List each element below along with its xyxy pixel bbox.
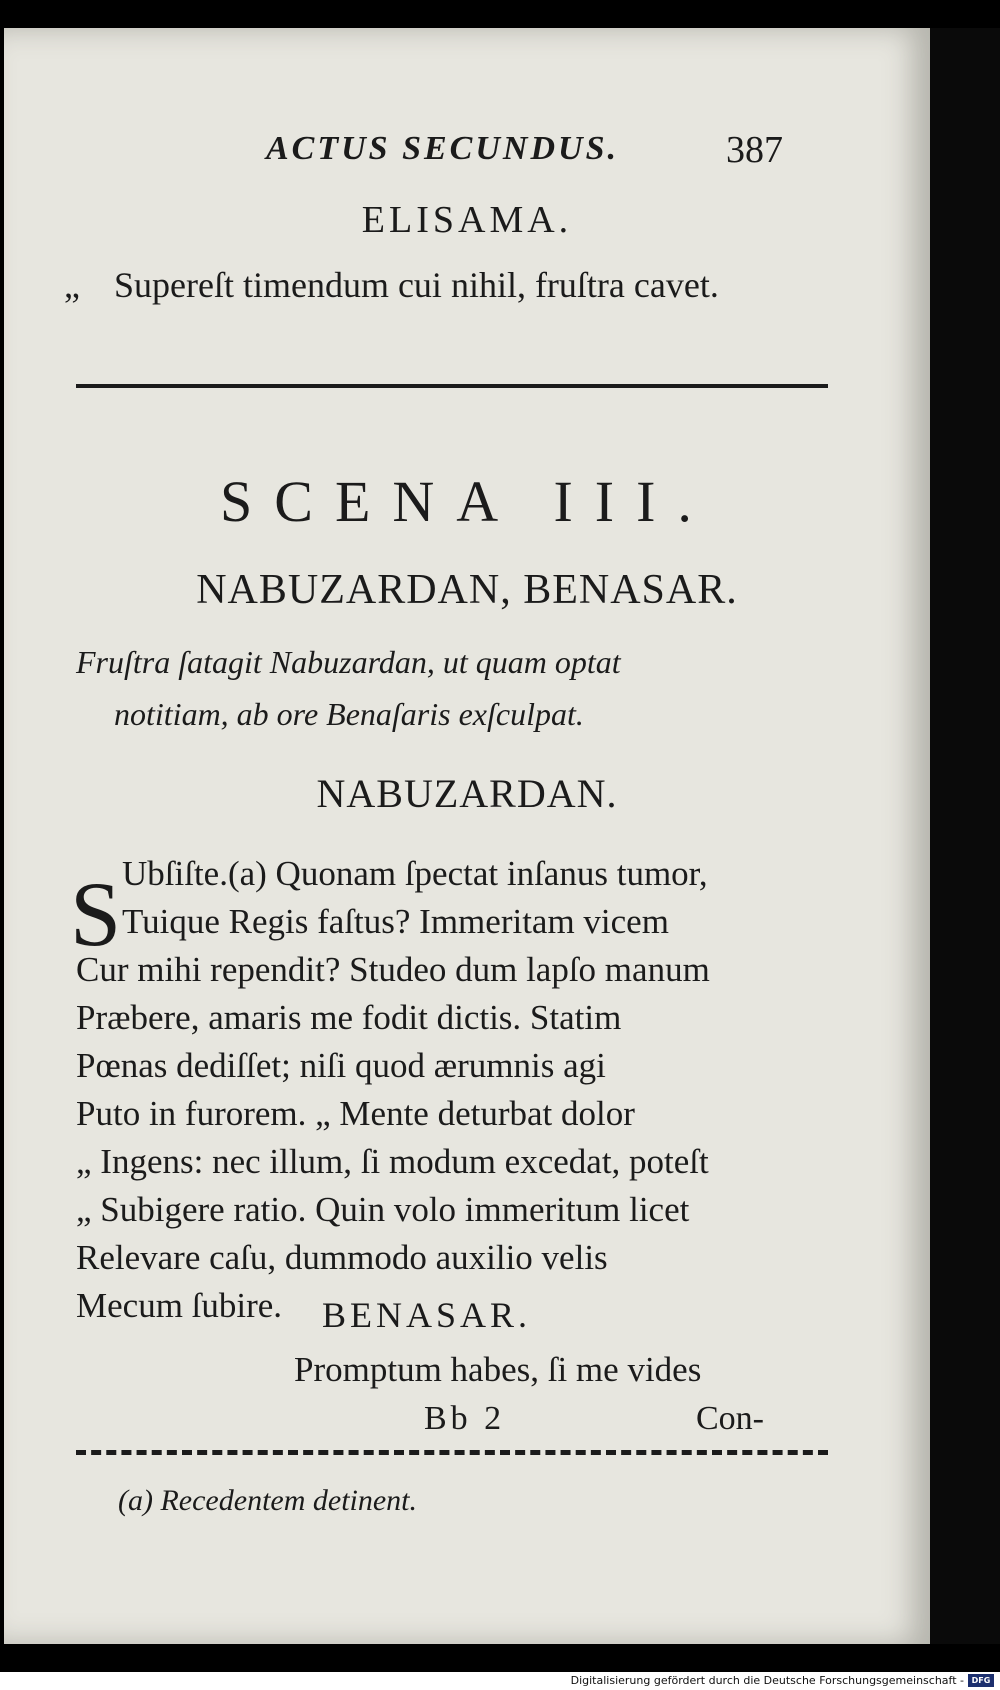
speech-line: „ Ingens: nec illum, ſi modum excedat, poteſt [76, 1142, 709, 1181]
signature-mark: Bb 2 [424, 1400, 506, 1437]
speech-line: Promptum habes, ſi me vides [294, 1350, 702, 1389]
speech-line: Ubſiſte.(a) Quonam ſpectat inſanus tumor, [122, 854, 708, 893]
section-rule [76, 384, 828, 388]
speech-line: Cur mihi rependit? Studeo dum lapſo manum [76, 950, 710, 989]
scene-characters: NABUZARDAN, BENASAR. [196, 567, 738, 613]
scene-title: SCENA III. [220, 469, 714, 534]
speech-line: Præbere, amaris me fodit dictis. Statim [76, 998, 622, 1037]
speech-line: Tuique Regis faſtus? Immeritam vicem [122, 902, 669, 941]
verse-line-mark: „ [64, 265, 80, 305]
catchword: Con- [696, 1400, 764, 1437]
speaker-nabuzardan: NABUZARDAN. [316, 771, 618, 816]
scene-argument-line-2: notitiam, ab ore Benaſaris exſculpat. [114, 696, 584, 732]
scene-argument-line-1: Fruſtra ſatagit Nabuzardan, ut quam optat [76, 644, 621, 680]
speaker-benasar: BENASAR. [322, 1295, 532, 1335]
speech-line: Pœnas dediſſet; niſi quod ærumnis agi [76, 1046, 606, 1085]
verse-line: Supereſt timendum cui nihil, fruſtra cavet. [114, 265, 719, 305]
speaker-elisama: ELISAMA. [361, 199, 573, 241]
digitization-credit: Digitalisierung gefördert durch die Deutsche Forschungsgemeinschaft - [570, 1674, 964, 1687]
page-number: 387 [726, 129, 783, 171]
footnote-rule [76, 1450, 828, 1455]
page-header [4, 118, 930, 178]
speech-line: Puto in furorem. „ Mente deturbat dolor [76, 1094, 635, 1133]
running-title: ACTUS SECUNDUS. [266, 130, 619, 167]
speech-line: Mecum ſubire. [76, 1286, 283, 1325]
book-page [4, 28, 930, 1644]
footnote: (a) Recedentem detinent. [118, 1484, 418, 1517]
dfg-logo: DFG [968, 1674, 994, 1687]
book-spine-shadow [930, 28, 1000, 1644]
speech-line: „ Subigere ratio. Quin volo immeritum licet [76, 1190, 690, 1229]
speech-line: Relevare caſu, dummodo auxilio velis [76, 1238, 608, 1277]
drop-cap: S [70, 863, 122, 965]
